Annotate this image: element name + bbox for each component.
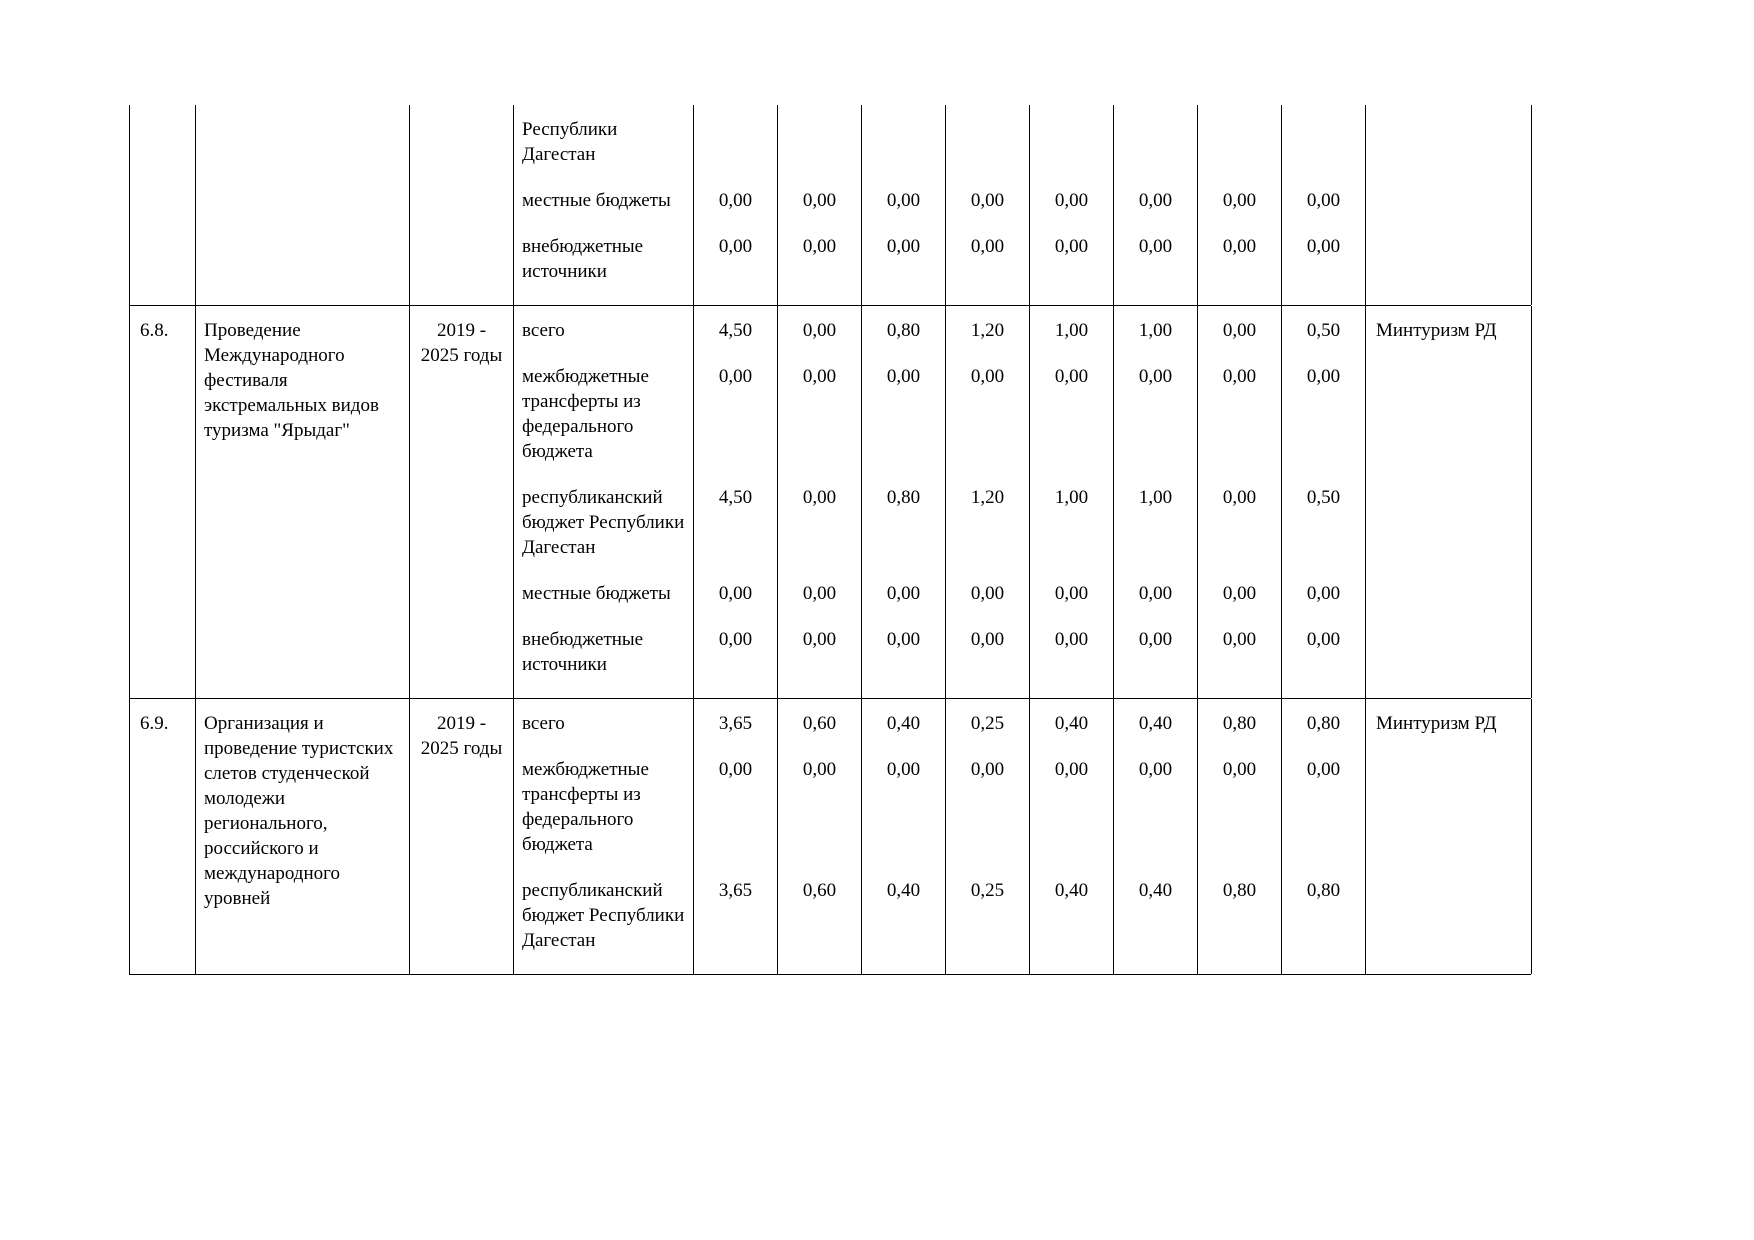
value-cell: 1,00 [1114, 485, 1198, 581]
value-cell: 0,80 [1198, 699, 1282, 757]
value-cell [946, 105, 1030, 188]
value-cell: 0,00 [1282, 234, 1366, 305]
value-cell: 1,00 [1030, 485, 1114, 581]
value-cell: 0,00 [1282, 627, 1366, 698]
value-cell: 0,00 [778, 306, 862, 364]
table-group-row [129, 105, 1531, 305]
funding-source-cell: всего [514, 699, 694, 757]
value-cell: 0,00 [778, 364, 862, 485]
funding-source-cell: республиканский бюджет Республики Дагестан [514, 485, 694, 581]
value-cell: 0,80 [1282, 699, 1366, 757]
period-cell: 2019 - 2025 годы [410, 306, 514, 698]
value-cell: 0,00 [862, 364, 946, 485]
responsible-cell [1366, 105, 1532, 305]
funding-source-cell: местные бюджеты [514, 581, 694, 627]
value-cell: 1,20 [946, 306, 1030, 364]
value-cell: 0,00 [1198, 364, 1282, 485]
value-cell: 0,00 [694, 581, 778, 627]
value-cell: 0,00 [1198, 627, 1282, 698]
funding-source-cell: внебюджетные источники [514, 234, 694, 305]
value-cell: 0,40 [1114, 878, 1198, 974]
value-cell: 0,00 [1030, 581, 1114, 627]
value-cell: 1,00 [1030, 306, 1114, 364]
value-cell: 3,65 [694, 878, 778, 974]
value-cell: 0,00 [862, 234, 946, 305]
value-cell: 0,00 [946, 364, 1030, 485]
value-cell: 0,00 [694, 364, 778, 485]
value-cell: 0,00 [778, 234, 862, 305]
budget-program-table [129, 105, 1531, 975]
value-cell: 0,00 [946, 757, 1030, 878]
value-cell: 0,50 [1282, 485, 1366, 581]
value-cell: 0,40 [1030, 878, 1114, 974]
value-cell: 0,40 [1030, 699, 1114, 757]
value-cell: 0,00 [694, 234, 778, 305]
value-cell: 0,00 [862, 757, 946, 878]
value-cell: 0,00 [694, 757, 778, 878]
value-cell: 0,25 [946, 699, 1030, 757]
activity-name-cell: Проведение Международного фестиваля экстремальных видов туризма "Ярыдаг" [196, 306, 410, 698]
row-number-cell [130, 105, 196, 305]
value-cell: 0,00 [694, 627, 778, 698]
value-cell: 3,65 [694, 699, 778, 757]
value-cell: 4,50 [694, 306, 778, 364]
value-cell: 0,80 [862, 306, 946, 364]
value-cell: 0,00 [1198, 188, 1282, 234]
value-cell: 0,00 [1198, 757, 1282, 878]
value-cell: 0,00 [1282, 364, 1366, 485]
value-cell: 0,00 [1030, 188, 1114, 234]
funding-source-cell: Республики Дагестан [514, 105, 694, 188]
value-cell [1114, 105, 1198, 188]
value-cell: 0,00 [1030, 627, 1114, 698]
responsible-cell: Минтуризм РД [1366, 306, 1532, 698]
value-cell: 0,00 [1198, 234, 1282, 305]
value-cell: 1,00 [1114, 306, 1198, 364]
row-number-cell: 6.8. [130, 306, 196, 698]
value-cell: 0,00 [1198, 581, 1282, 627]
value-cell: 0,00 [1114, 364, 1198, 485]
funding-source-cell: внебюджетные источники [514, 627, 694, 698]
row-number-cell: 6.9. [130, 699, 196, 974]
value-cell [778, 105, 862, 188]
value-cell: 0,60 [778, 699, 862, 757]
value-cell [862, 105, 946, 188]
value-cell: 0,00 [1198, 306, 1282, 364]
value-cell [694, 105, 778, 188]
funding-source-cell: местные бюджеты [514, 188, 694, 234]
value-cell: 0,00 [1198, 485, 1282, 581]
value-cell: 0,80 [1282, 878, 1366, 974]
value-cell: 0,00 [862, 581, 946, 627]
activity-name-cell: Организация и проведение туристских слетов студенческой молодежи регионального, российского и международного уровней [196, 699, 410, 974]
value-cell: 0,00 [778, 581, 862, 627]
value-cell [1198, 105, 1282, 188]
value-cell: 4,50 [694, 485, 778, 581]
value-cell: 0,50 [1282, 306, 1366, 364]
value-cell: 0,00 [1030, 757, 1114, 878]
table-group-row [129, 305, 1531, 698]
value-cell: 0,40 [862, 699, 946, 757]
value-cell: 1,20 [946, 485, 1030, 581]
value-cell: 0,00 [946, 188, 1030, 234]
value-cell: 0,00 [1282, 757, 1366, 878]
value-cell: 0,00 [778, 627, 862, 698]
period-cell: 2019 - 2025 годы [410, 699, 514, 974]
period-cell [410, 105, 514, 305]
value-cell: 0,00 [946, 581, 1030, 627]
value-cell: 0,00 [862, 188, 946, 234]
funding-source-cell: межбюджетные трансферты из федерального бюджета [514, 757, 694, 878]
value-cell: 0,80 [1198, 878, 1282, 974]
value-cell: 0,00 [1114, 627, 1198, 698]
value-cell: 0,00 [946, 234, 1030, 305]
funding-source-cell: республиканский бюджет Республики Дагестан [514, 878, 694, 974]
value-cell: 0,80 [862, 485, 946, 581]
value-cell: 0,00 [1114, 188, 1198, 234]
value-cell: 0,60 [778, 878, 862, 974]
value-cell: 0,00 [1114, 234, 1198, 305]
value-cell: 0,40 [862, 878, 946, 974]
value-cell: 0,00 [778, 757, 862, 878]
value-cell: 0,00 [1282, 188, 1366, 234]
value-cell: 0,00 [778, 188, 862, 234]
table-group-row [129, 698, 1531, 974]
value-cell: 0,00 [778, 485, 862, 581]
value-cell: 0,00 [1114, 581, 1198, 627]
value-cell: 0,00 [1030, 364, 1114, 485]
value-cell: 0,00 [1030, 234, 1114, 305]
value-cell: 0,00 [1114, 757, 1198, 878]
funding-source-cell: межбюджетные трансферты из федерального бюджета [514, 364, 694, 485]
value-cell: 0,00 [694, 188, 778, 234]
activity-name-cell [196, 105, 410, 305]
value-cell [1282, 105, 1366, 188]
funding-source-cell: всего [514, 306, 694, 364]
value-cell: 0,00 [862, 627, 946, 698]
responsible-cell: Минтуризм РД [1366, 699, 1532, 974]
value-cell: 0,00 [1282, 581, 1366, 627]
value-cell: 0,40 [1114, 699, 1198, 757]
value-cell: 0,25 [946, 878, 1030, 974]
value-cell [1030, 105, 1114, 188]
value-cell: 0,00 [946, 627, 1030, 698]
